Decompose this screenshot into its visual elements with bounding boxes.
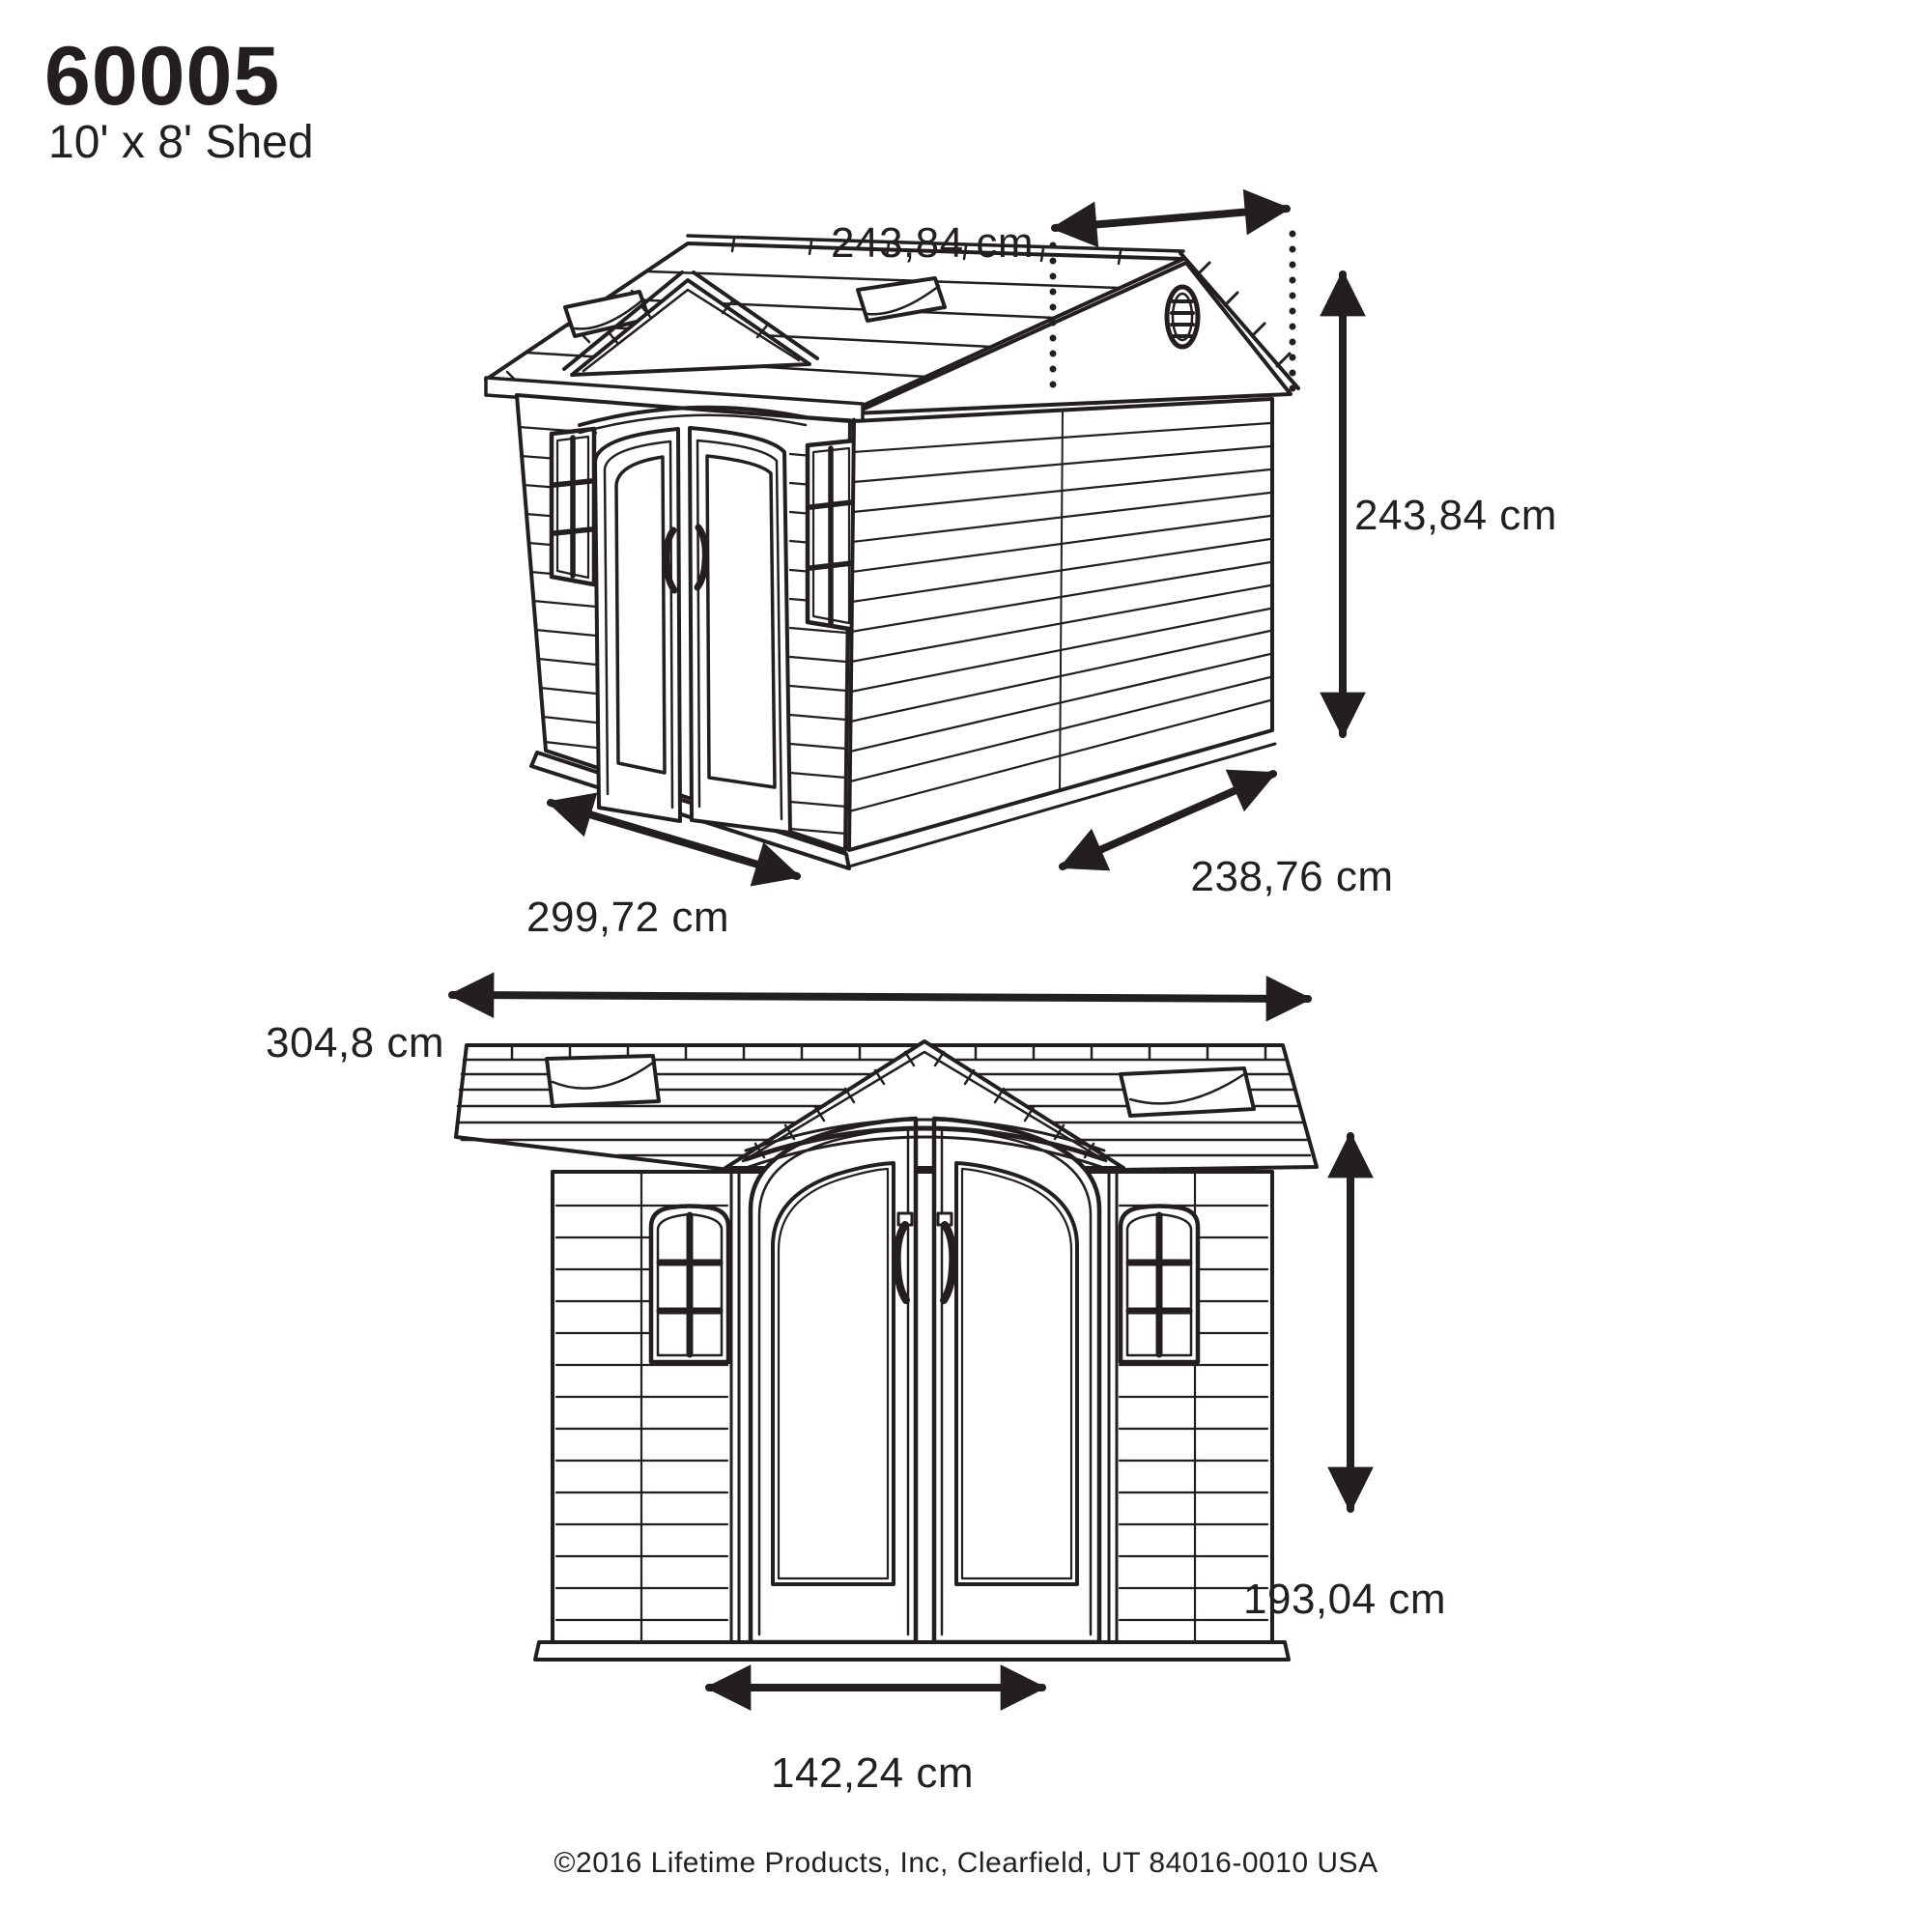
arrow-roof-panel-width bbox=[1055, 209, 1287, 228]
elevation-right-window bbox=[1121, 1207, 1198, 1363]
dim-label-door-width: 142,24 cm bbox=[771, 1749, 974, 1797]
front-right-window bbox=[808, 440, 855, 630]
product-size-label: 10' x 8' Shed bbox=[48, 117, 314, 168]
gable-wall bbox=[849, 399, 1272, 850]
elevation-left-window bbox=[651, 1207, 728, 1363]
dim-label-base-depth: 238,76 cm bbox=[1190, 853, 1394, 900]
product-model: 60005 bbox=[44, 30, 281, 123]
dim-label-roof-panel-width: 243,84 cm bbox=[831, 219, 1034, 267]
copyright-text: ©2016 Lifetime Products, Inc, Clearfield, UT 84016-0010 USA bbox=[554, 1847, 1378, 1879]
double-doors bbox=[595, 428, 790, 833]
dim-label-roof-length: 304,8 cm bbox=[266, 1019, 444, 1066]
dim-label-overall-height: 243,84 cm bbox=[1354, 492, 1557, 539]
elevation-base bbox=[535, 1642, 1289, 1660]
arrow-roof-length bbox=[452, 995, 1308, 999]
front-left-window bbox=[552, 429, 594, 584]
perspective-view bbox=[486, 209, 1343, 876]
dim-label-side-wall-height: 193,04 cm bbox=[1243, 1576, 1446, 1623]
dim-label-base-length: 299,72 cm bbox=[526, 894, 729, 941]
gable-vent bbox=[1167, 287, 1198, 347]
